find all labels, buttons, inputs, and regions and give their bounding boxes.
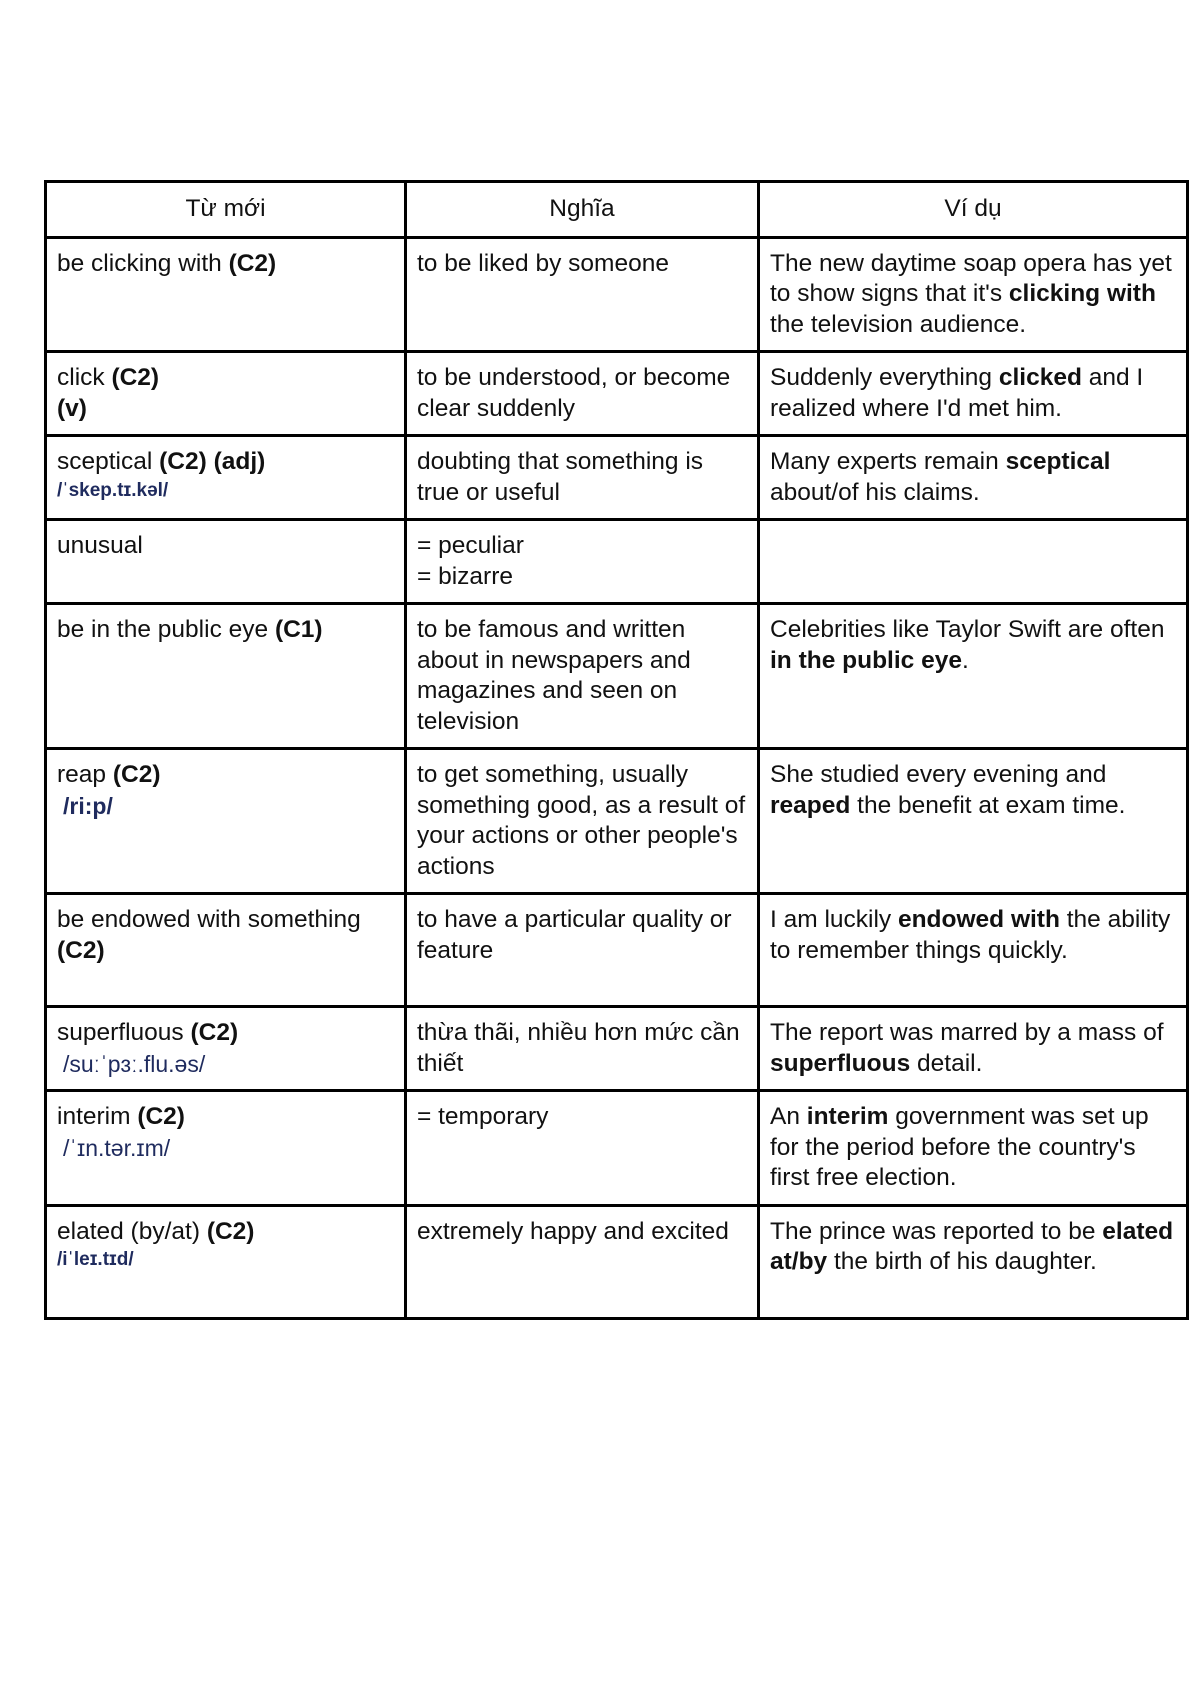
example-text: I am luckily <box>770 906 898 933</box>
table-row <box>46 352 1188 436</box>
word-cell <box>46 1007 406 1091</box>
example-cell <box>759 1007 1188 1091</box>
example-cell <box>759 1205 1188 1318</box>
level-badge: (C2) <box>137 1103 185 1130</box>
example-text: Many experts remain <box>770 448 1006 475</box>
example-text: The prince was reported to be <box>770 1217 1103 1245</box>
example-cell <box>759 237 1188 352</box>
example-highlight: clicked <box>998 364 1082 391</box>
example-highlight: clicking with <box>1008 280 1156 307</box>
pronunciation: /suːˈpɜː.flu.əs/ <box>63 1050 206 1077</box>
pronunciation: /ˈɪn.tər.ɪm/ <box>63 1134 171 1161</box>
example-text: . <box>961 646 969 674</box>
meaning-cell: extremely happy and excited <box>406 1205 759 1318</box>
table-row <box>46 894 1188 1007</box>
table-row <box>46 436 1188 520</box>
example-text: the ability to remember things quickly. <box>770 906 1171 964</box>
example-cell <box>759 894 1188 1007</box>
header-word: Từ mới <box>46 182 406 238</box>
example-text: She studied every evening and <box>770 761 1107 788</box>
example-highlight: in the public eye <box>770 646 962 674</box>
meaning-cell: to be understood, or become clear suddenly <box>406 352 759 436</box>
example-text: The report was marred by a mass of <box>770 1019 1164 1046</box>
example-text: detail. <box>910 1049 983 1077</box>
word-text: click <box>57 364 112 391</box>
header-example: Ví dụ <box>759 182 1188 238</box>
word-cell <box>46 520 406 604</box>
example-cell <box>759 352 1188 436</box>
word-cell <box>46 436 406 520</box>
word-text: unusual <box>57 532 143 559</box>
table-row <box>46 237 1188 352</box>
level-badge: (C2) (adj) <box>159 448 266 475</box>
word-text: reap <box>57 761 113 788</box>
example-highlight: sceptical <box>1005 448 1111 475</box>
table-row <box>46 1091 1188 1206</box>
level-badge: (C2) <box>206 1217 255 1245</box>
word-text: be in the public eye <box>57 616 275 643</box>
example-highlight: reaped <box>770 791 851 819</box>
word-cell <box>46 749 406 894</box>
word-text: superfluous <box>57 1019 191 1046</box>
example-highlight: superfluous <box>770 1049 911 1077</box>
level-badge: (C2) <box>112 761 161 788</box>
word-cell <box>46 894 406 1007</box>
word-text: interim <box>57 1103 138 1130</box>
pronunciation: /iˈleɪ.tɪd/ <box>57 1249 134 1270</box>
table-row <box>46 1007 1188 1091</box>
meaning-cell: to get something, usually something good, as a result of your actions or other people's actions <box>406 749 759 894</box>
level-badge: (C2) <box>228 249 277 277</box>
example-text: the television audience. <box>770 310 1027 338</box>
example-text: the benefit at exam time. <box>850 791 1126 819</box>
table-header-row <box>46 182 1188 238</box>
word-text: be endowed with something <box>57 906 361 933</box>
example-text: Suddenly everything <box>770 364 999 391</box>
level-badge: (C1) <box>274 616 323 643</box>
example-cell <box>759 1091 1188 1206</box>
pronunciation: /ˈskep.tɪ.kəl/ <box>57 479 169 501</box>
example-highlight: endowed with <box>897 906 1060 933</box>
synonym: = peculiar <box>417 532 524 559</box>
word-text: sceptical <box>57 448 160 475</box>
synonym: = bizarre <box>417 562 514 590</box>
example-text: An <box>770 1103 807 1130</box>
meaning-cell: doubting that something is true or useful <box>406 436 759 520</box>
meaning-cell: to have a particular quality or feature <box>406 894 759 1007</box>
word-cell <box>46 1205 406 1318</box>
example-text: the birth of his daughter. <box>827 1248 1097 1275</box>
header-meaning: Nghĩa <box>406 182 759 238</box>
word-cell <box>46 604 406 749</box>
word-text: elated (by/at) <box>57 1217 207 1245</box>
example-text: The new daytime soap opera has yet to show signs that it's <box>770 249 1172 307</box>
example-highlight: elated at/by <box>770 1217 1174 1275</box>
table-row <box>46 1205 1188 1318</box>
example-cell <box>759 604 1188 749</box>
meaning-cell <box>406 520 759 604</box>
table-row <box>46 749 1188 894</box>
table-row <box>46 604 1188 749</box>
level-badge: (C2) <box>190 1019 239 1046</box>
example-text: Celebrities like Taylor Swift are often <box>770 616 1165 643</box>
example-cell <box>759 436 1188 520</box>
word-cell <box>46 237 406 352</box>
meaning-cell: to be famous and written about in newspapers and magazines and seen on television <box>406 604 759 749</box>
meaning-cell: thừa thãi, nhiều hơn mức cần thiết <box>406 1007 759 1091</box>
level-badge: (C2) <box>111 364 160 391</box>
vocabulary-table <box>44 180 1189 1320</box>
word-text: be clicking with <box>57 249 229 277</box>
word-cell <box>46 1091 406 1206</box>
example-text: government was set up for the period before the country's first free election. <box>770 1103 1149 1191</box>
pronunciation: /ri:p/ <box>63 792 113 819</box>
table-row <box>46 520 1188 604</box>
example-cell <box>759 520 1188 604</box>
meaning-cell: = temporary <box>406 1091 759 1206</box>
meaning-cell: to be liked by someone <box>406 237 759 352</box>
part-of-speech: (v) <box>57 394 87 422</box>
example-highlight: interim <box>806 1103 889 1130</box>
example-text: about/of his claims. <box>770 478 980 506</box>
example-cell <box>759 749 1188 894</box>
word-cell <box>46 352 406 436</box>
example-text: and I realized where I'd met him. <box>770 364 1144 422</box>
level-badge: (C2) <box>57 936 105 964</box>
